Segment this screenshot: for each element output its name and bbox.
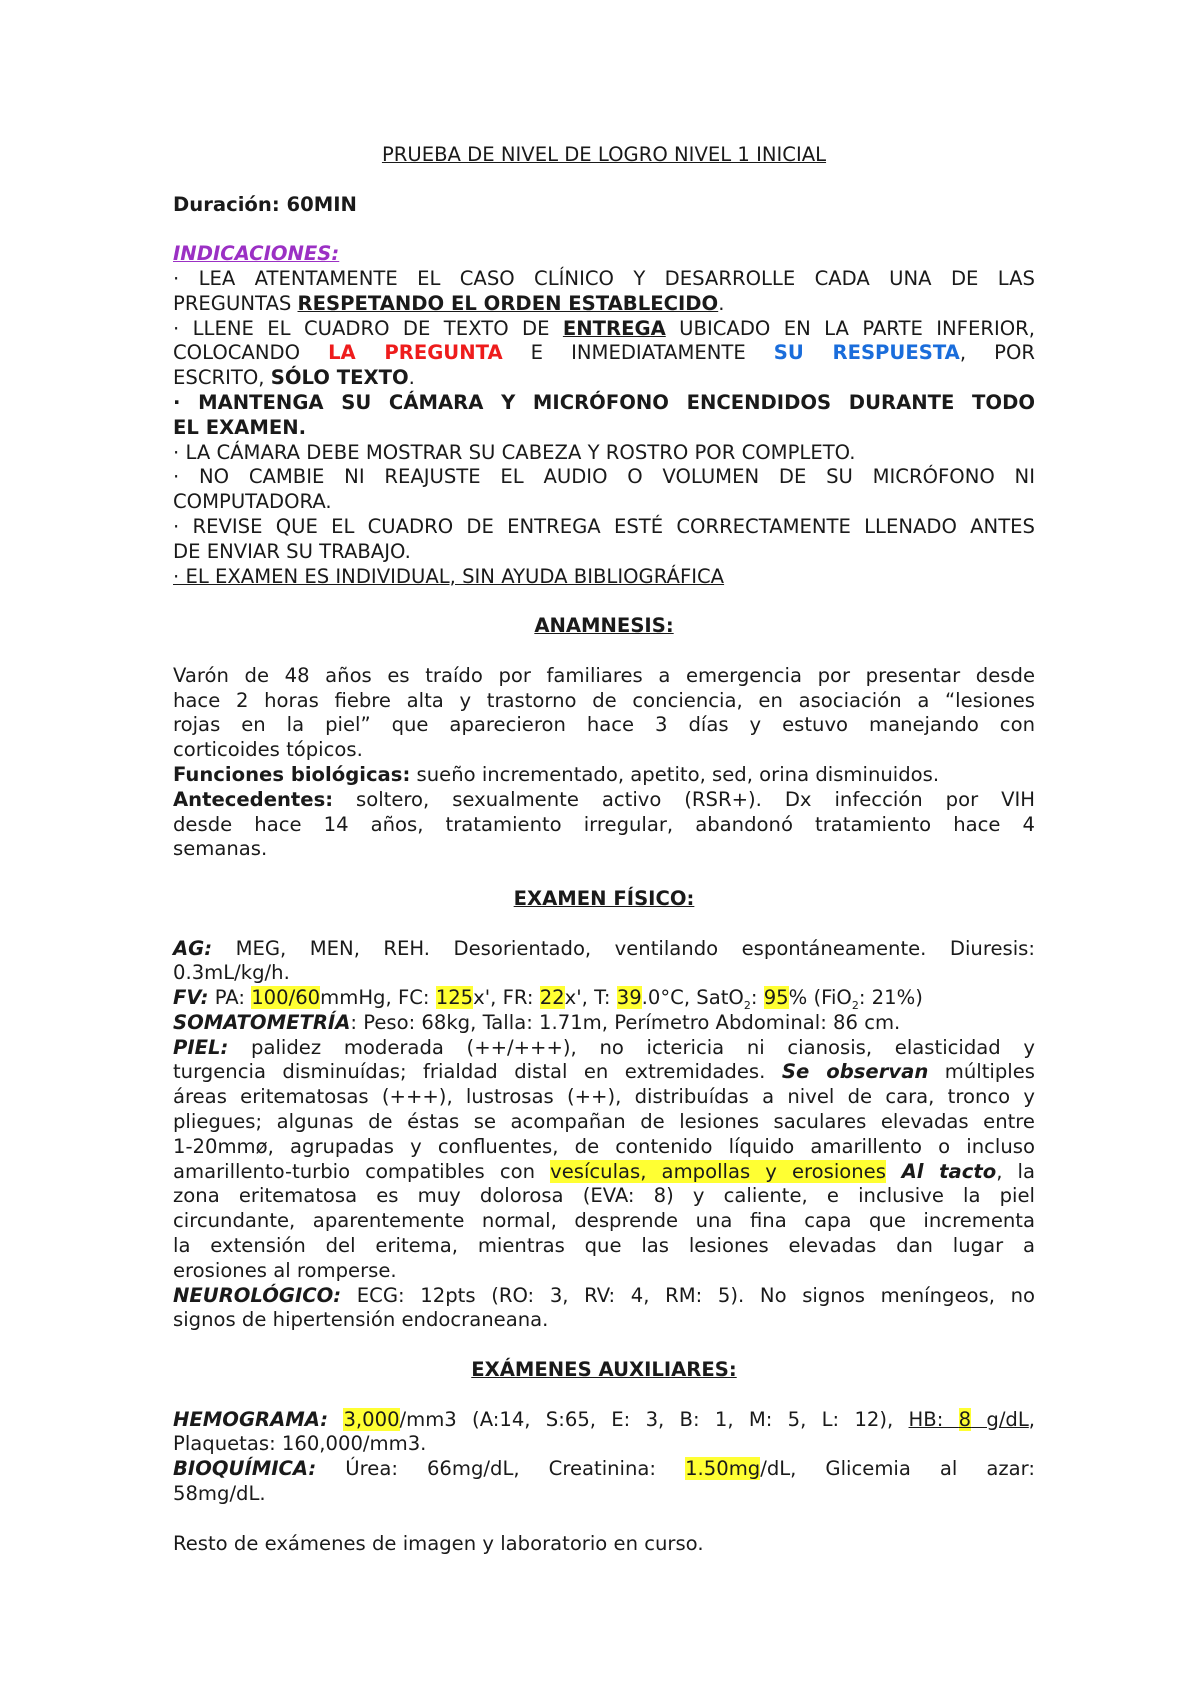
ag-line-1: AG: MEG, MEN, REH. Desorientado, ventilando espontáneamente. Diuresis: — [173, 936, 1035, 960]
anamnesis-heading: ANAMNESIS: — [534, 614, 674, 638]
instruction-7: · EL EXAMEN ES INDIVIDUAL, SIN AYUDA BIBLIOGRÁFICA — [173, 564, 725, 588]
biochemistry-line-1: BIOQUÍMICA: Úrea: 66mg/dL, Creatinina: 1.50mg/dL, Glicemia al azar: — [173, 1457, 1035, 1481]
instruction-3b: EL EXAMEN. — [173, 415, 307, 439]
duration-label: Duración: 60MIN — [173, 192, 357, 216]
document-title: PRUEBA DE NIVEL DE LOGRO NIVEL 1 INICIAL — [381, 143, 827, 166]
instruction-1a: · LEA ATENTAMENTE EL CASO CLÍNICO Y DESARROLLE CADA UNA DE LAS — [173, 266, 1035, 290]
hemogram-line-2: Plaquetas: 160,000/mm3. — [173, 1432, 427, 1456]
biological-functions: Funciones biológicas: sueño incrementado, apetito, sed, orina disminuidos. — [173, 762, 940, 786]
instruction-3a: · MANTENGA SU CÁMARA Y MICRÓFONO ENCENDIDOS DURANTE TODO — [173, 390, 1035, 414]
skin-line-4: pliegues; algunas de éstas se acompañan de lesiones saculares elevadas entre — [173, 1110, 1035, 1134]
instruction-4: · LA CÁMARA DEBE MOSTRAR SU CABEZA Y ROSTRO POR COMPLETO. — [173, 440, 856, 464]
instruction-5b: COMPUTADORA. — [173, 490, 332, 514]
instruction-2a: · LLENE EL CUADRO DE TEXTO DE ENTREGA UBICADO EN LA PARTE INFERIOR, — [173, 316, 1035, 340]
instruction-5a: · NO CAMBIE NI REAJUSTE EL AUDIO O VOLUMEN DE SU MICRÓFONO NI — [173, 465, 1035, 489]
neuro-line-2: signos de hipertensión endocraneana. — [173, 1308, 549, 1332]
skin-line-9: la extensión del eritema, mientras que las lesiones elevadas dan lugar a — [173, 1234, 1035, 1258]
skin-line-5: 1-20mmø, agrupadas y confluentes, de contenido líquido amarillento o incluso — [173, 1134, 1035, 1158]
skin-line-2: turgencia disminuídas; frialdad distal en extremidades. Se observan múltiples — [173, 1060, 1036, 1084]
ag-line-2: 0.3mL/kg/h. — [173, 961, 290, 985]
anamnesis-line-3: rojas en la piel” que aparecieron hace 3 días y estuvo manejando con — [173, 713, 1035, 737]
anamnesis-line-2: hace 2 horas fiebre alta y trastorno de conciencia, en asociación a “lesiones — [173, 688, 1035, 712]
somatometry: SOMATOMETRÍA: Peso: 68kg, Talla: 1.71m, Perímetro Abdominal: 86 cm. — [173, 1010, 901, 1034]
instruction-2b: COLOCANDO LA PREGUNTA E INMEDIATAMENTE SU RESPUESTA, POR — [173, 341, 1035, 365]
instruction-6a: · REVISE QUE EL CUADRO DE ENTREGA ESTÉ CORRECTAMENTE LLENADO ANTES — [173, 514, 1035, 538]
skin-line-6: amarillento-turbio compatibles con vesículas, ampollas y erosiones Al tacto, la — [173, 1159, 1035, 1183]
neuro-line-1: NEUROLÓGICO: ECG: 12pts (RO: 3, RV: 4, RM: 5). No signos meníngeos, no — [173, 1283, 1035, 1307]
skin-line-10: erosiones al romperse. — [173, 1258, 397, 1282]
physical-exam-heading: EXAMEN FÍSICO: — [513, 886, 695, 910]
biochemistry-line-2: 58mg/dL. — [173, 1482, 266, 1506]
skin-line-7: zona eritematosa es muy dolorosa (EVA: 8) y caliente, e inclusive la piel — [173, 1184, 1035, 1208]
rest-of-exams: Resto de exámenes de imagen y laboratorio en curso. — [173, 1531, 704, 1555]
auxiliary-exams-heading: EXÁMENES AUXILIARES: — [471, 1358, 737, 1382]
anamnesis-line-1: Varón de 48 años es traído por familiares a emergencia por presentar desde — [173, 663, 1035, 687]
skin-line-3: áreas eritematosas (+++), lustrosas (++), distribuídas a nivel de cara, tronco y — [173, 1085, 1035, 1109]
background-line-1: Antecedentes: soltero, sexualmente activo (RSR+). Dx infección por VIH — [173, 787, 1035, 811]
background-line-2: desde hace 14 años, tratamiento irregular, abandonó tratamiento hace 4 — [173, 812, 1035, 836]
vital-signs: FV: PA: 100/60mmHg, FC: 125x', FR: 22x', T: 39.0°C, SatO$_2$: 95% (FiO$_2$: 21%) — [173, 986, 923, 1012]
instruction-2c: ESCRITO, SÓLO TEXTO. — [173, 366, 415, 390]
instructions-heading: INDICACIONES: — [173, 242, 340, 266]
skin-line-1: PIEL: palidez moderada (++/+++), no ictericia ni cianosis, elasticidad y — [173, 1035, 1035, 1059]
skin-line-8: circundante, aparentemente normal, desprende una fina capa que incrementa — [173, 1209, 1035, 1233]
background-line-3: semanas. — [173, 837, 268, 861]
anamnesis-line-4: corticoides tópicos. — [173, 738, 363, 762]
instruction-1b: PREGUNTAS RESPETANDO EL ORDEN ESTABLECIDO. — [173, 291, 725, 315]
document-body — [173, 143, 1035, 1556]
instruction-6b: DE ENVIAR SU TRABAJO. — [173, 539, 411, 563]
hemogram-line-1: HEMOGRAMA: 3,000/mm3 (A:14, S:65, E: 3, B: 1, M: 5, L: 12), HB: 8 g/dL, — [173, 1407, 1036, 1431]
